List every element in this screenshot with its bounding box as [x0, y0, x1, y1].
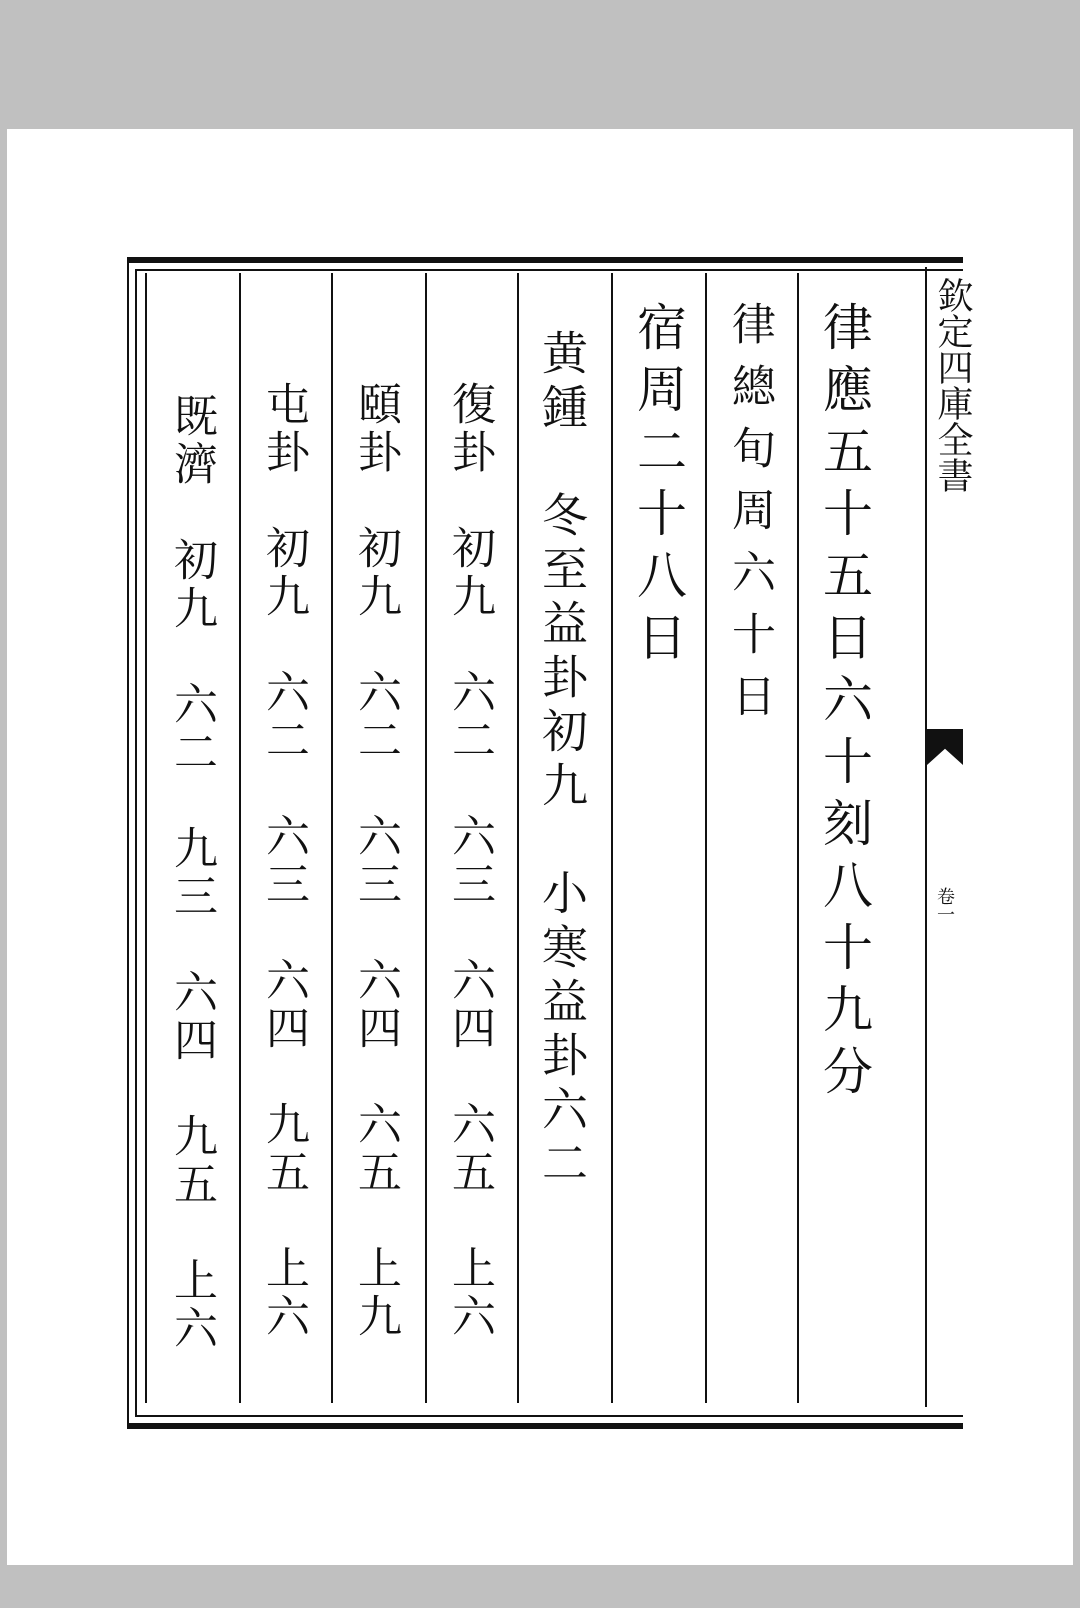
page-frame	[127, 257, 963, 1429]
text-column-6	[331, 273, 427, 1403]
text-column-4	[517, 273, 613, 1403]
column-text: 頤卦 初九 六二 六三 六四 六五 上九	[350, 381, 401, 1341]
text-column-8	[145, 273, 241, 1403]
text-column-7	[239, 273, 333, 1403]
volume-label: 卷一	[934, 887, 955, 923]
text-column-3	[611, 273, 707, 1403]
fishtail-mark-icon	[927, 729, 963, 765]
column-text: 律總旬周六十日	[724, 301, 775, 735]
column-text: 宿周二十八日	[629, 301, 687, 673]
book-title: 欽定四庫全書	[932, 277, 973, 493]
center-fold-column	[925, 267, 973, 1407]
text-column-2	[705, 273, 799, 1403]
page-scan	[7, 129, 1073, 1565]
column-text: 黄鍾 冬至益卦初九 小寒益卦六二	[535, 329, 589, 1193]
column-text: 既濟 初九 六二 九三 六四 九五 上六	[166, 393, 217, 1353]
column-text: 屯卦 初九 六二 六三 六四 九五 上六	[258, 381, 309, 1341]
column-text: 律應五十五日六十刻八十九分	[815, 301, 873, 1107]
text-column-5	[425, 273, 519, 1403]
column-text: 復卦 初九 六二 六三 六四 六五 上六	[444, 381, 495, 1341]
text-column-1	[797, 273, 893, 1403]
